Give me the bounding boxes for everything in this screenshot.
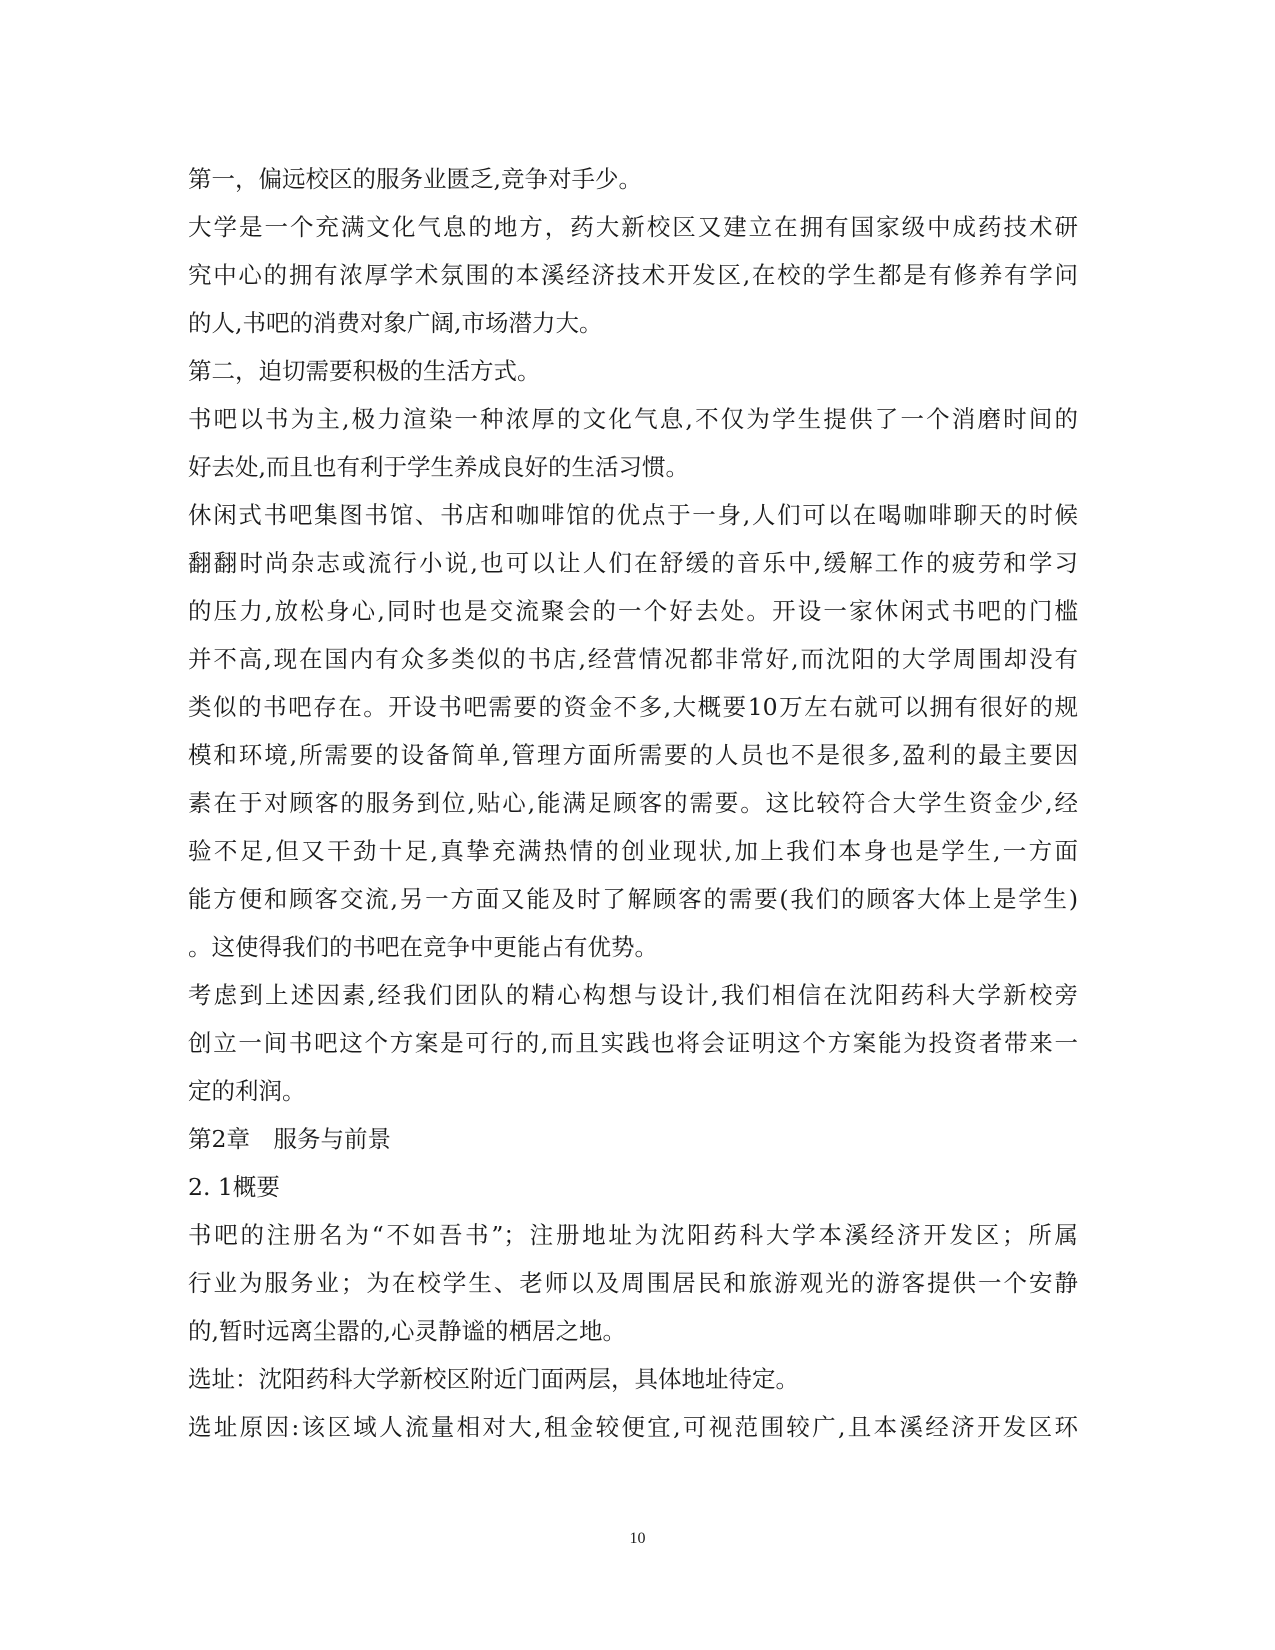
text-line: 创立一间书吧这个方案是可行的,而且实践也将会证明这个方案能为投资者带来一 xyxy=(188,1029,1078,1057)
page-number: 10 xyxy=(629,1530,646,1547)
text-line: 书吧的注册名为“不如吾书”；注册地址为沈阳药科大学本溪经济开发区；所属 xyxy=(188,1221,1078,1249)
text-line: 考虑到上述因素,经我们团队的精心构想与设计,我们相信在沈阳药科大学新校旁 xyxy=(188,981,1078,1009)
text-line: 书吧以书为主,极力渲染一种浓厚的文化气息,不仅为学生提供了一个消磨时间的 xyxy=(188,405,1078,433)
text-line: 素在于对顾客的服务到位,贴心,能满足顾客的需要。这比较符合大学生资金少,经 xyxy=(188,789,1078,817)
text-line: 2. 1概要 xyxy=(188,1173,280,1201)
text-line: 第一，偏远校区的服务业匮乏,竞争对手少。 xyxy=(188,165,642,193)
text-line: 类似的书吧存在。开设书吧需要的资金不多,大概要10万左右就可以拥有很好的规 xyxy=(188,693,1078,721)
text-line: 究中心的拥有浓厚学术氛围的本溪经济技术开发区,在校的学生都是有修养有学问 xyxy=(188,261,1078,289)
text-line: 第二，迫切需要积极的生活方式。 xyxy=(188,357,541,385)
text-line: 选址：沈阳药科大学新校区附近门面两层，具体地址待定。 xyxy=(188,1365,799,1393)
text-line: 第2章 服务与前景 xyxy=(188,1125,391,1153)
text-line: 行业为服务业；为在校学生、老师以及周围居民和旅游观光的游客提供一个安静 xyxy=(188,1269,1078,1297)
text-line: 翻翻时尚杂志或流行小说,也可以让人们在舒缓的音乐中,缓解工作的疲劳和学习 xyxy=(188,549,1078,577)
text-line: 大学是一个充满文化气息的地方，药大新校区又建立在拥有国家级中成药技术研 xyxy=(188,213,1078,241)
text-line: 能方便和顾客交流,另一方面又能及时了解顾客的需要(我们的顾客大体上是学生) xyxy=(188,885,1078,913)
text-line: 的人,书吧的消费对象广阔,市场潜力大。 xyxy=(188,309,603,337)
text-line: 模和环境,所需要的设备简单,管理方面所需要的人员也不是很多,盈利的最主要因 xyxy=(188,741,1078,769)
text-line: 定的利润。 xyxy=(188,1077,306,1105)
text-line: 验不足,但又干劲十足,真挚充满热情的创业现状,加上我们本身也是学生,一方面 xyxy=(188,837,1078,865)
text-line: 休闲式书吧集图书馆、书店和咖啡馆的优点于一身,人们可以在喝咖啡聊天的时候 xyxy=(188,501,1078,529)
text-line: 选址原因:该区域人流量相对大,租金较便宜,可视范围较广,且本溪经济开发区环 xyxy=(188,1413,1078,1441)
text-line: 。这使得我们的书吧在竞争中更能占有优势。 xyxy=(188,933,658,961)
text-line: 并不高,现在国内有众多类似的书店,经营情况都非常好,而沈阳的大学周围却没有 xyxy=(188,645,1078,673)
text-line: 的,暂时远离尘嚣的,心灵静谧的栖居之地。 xyxy=(188,1317,626,1345)
text-line: 的压力,放松身心,同时也是交流聚会的一个好去处。开设一家休闲式书吧的门槛 xyxy=(188,597,1078,625)
body-text xyxy=(188,155,1078,1451)
text-line: 好去处,而且也有利于学生养成良好的生活习惯。 xyxy=(188,453,689,481)
